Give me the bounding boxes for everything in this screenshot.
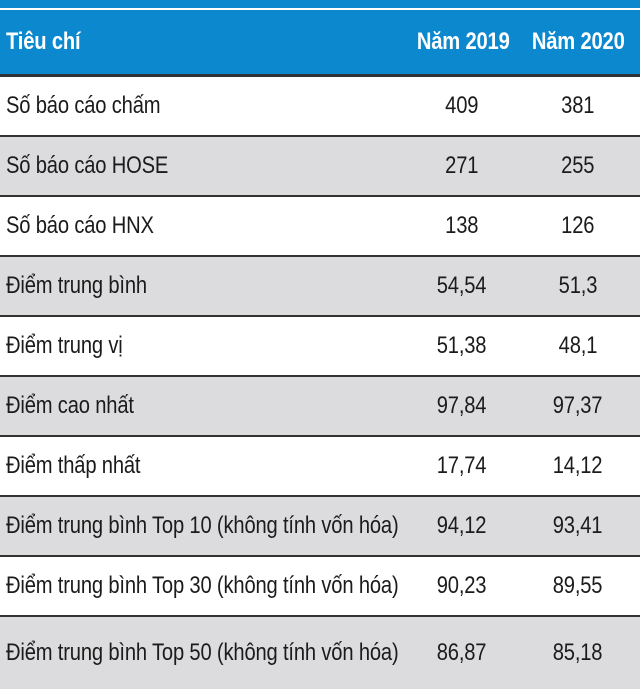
header-cell-year-2019 — [408, 28, 516, 56]
row-cell-year-2019 — [408, 639, 516, 667]
row-cell-year-2020 — [516, 92, 640, 120]
row-cell-year-2019 — [408, 92, 516, 120]
row-value-2020: 51,3 — [558, 272, 598, 299]
header-year-2020-label: Năm 2020 — [531, 28, 625, 55]
row-label: Số báo cáo HOSE — [6, 152, 169, 179]
table-header-row — [0, 10, 640, 77]
row-label: Điểm cao nhất — [6, 392, 134, 419]
row-label: Điểm trung bình — [6, 272, 147, 299]
row-value-2020: 255 — [561, 152, 595, 179]
row-value-2019: 94,12 — [437, 512, 487, 539]
row-cell-criteria — [0, 332, 408, 360]
row-value-2020: 85,18 — [553, 639, 603, 666]
table-row — [0, 197, 640, 257]
row-cell-criteria — [0, 639, 408, 667]
table-top-accent-bar — [0, 0, 640, 8]
row-cell-criteria — [0, 272, 408, 300]
row-label: Điểm thấp nhất — [6, 452, 141, 479]
row-value-2019: 51,38 — [437, 332, 487, 359]
table-body — [0, 77, 640, 689]
row-cell-year-2020 — [516, 272, 640, 300]
table-row — [0, 497, 640, 557]
row-label: Điểm trung vị — [6, 332, 123, 359]
row-cell-year-2019 — [408, 152, 516, 180]
header-criteria-label: Tiêu chí — [6, 28, 81, 55]
row-value-2019: 271 — [445, 152, 479, 179]
row-cell-criteria — [0, 152, 408, 180]
row-value-2019: 97,84 — [437, 392, 487, 419]
row-cell-year-2020 — [516, 452, 640, 480]
row-label: Số báo cáo HNX — [6, 212, 154, 239]
table-row — [0, 617, 640, 689]
row-cell-criteria — [0, 452, 408, 480]
row-cell-year-2020 — [516, 332, 640, 360]
row-value-2019: 90,23 — [437, 572, 487, 599]
row-cell-year-2019 — [408, 572, 516, 600]
row-cell-year-2020 — [516, 512, 640, 540]
header-cell-year-2020 — [516, 28, 640, 56]
header-year-2019-label: Năm 2019 — [416, 28, 510, 55]
row-value-2019: 409 — [445, 92, 479, 119]
row-cell-criteria — [0, 392, 408, 420]
row-value-2020: 93,41 — [553, 512, 603, 539]
row-value-2020: 126 — [561, 212, 595, 239]
row-cell-year-2019 — [408, 512, 516, 540]
row-value-2020: 89,55 — [553, 572, 603, 599]
table-row — [0, 437, 640, 497]
row-label: Điểm trung bình Top 10 (không tính vốn hóa) — [6, 512, 399, 539]
row-cell-criteria — [0, 92, 408, 120]
row-cell-year-2020 — [516, 639, 640, 667]
row-cell-year-2019 — [408, 332, 516, 360]
row-value-2020: 381 — [561, 92, 595, 119]
row-cell-criteria — [0, 512, 408, 540]
table-row — [0, 557, 640, 617]
row-cell-year-2020 — [516, 212, 640, 240]
row-cell-year-2019 — [408, 272, 516, 300]
row-value-2020: 48,1 — [558, 332, 598, 359]
row-cell-criteria — [0, 212, 408, 240]
table-row — [0, 77, 640, 137]
row-cell-year-2019 — [408, 392, 516, 420]
row-cell-year-2019 — [408, 452, 516, 480]
row-cell-year-2019 — [408, 212, 516, 240]
row-value-2019: 86,87 — [437, 639, 487, 666]
header-cell-criteria — [0, 28, 408, 56]
table-row — [0, 257, 640, 317]
row-cell-criteria — [0, 572, 408, 600]
row-value-2020: 14,12 — [553, 452, 603, 479]
row-label: Điểm trung bình Top 30 (không tính vốn hóa) — [6, 572, 399, 599]
row-label: Điểm trung bình Top 50 (không tính vốn hóa) — [6, 639, 399, 666]
table-row — [0, 317, 640, 377]
row-label: Số báo cáo chấm — [6, 92, 161, 119]
table-row — [0, 137, 640, 197]
row-cell-year-2020 — [516, 392, 640, 420]
row-cell-year-2020 — [516, 152, 640, 180]
row-value-2019: 54,54 — [437, 272, 487, 299]
row-value-2019: 138 — [445, 212, 479, 239]
row-cell-year-2020 — [516, 572, 640, 600]
table-row — [0, 377, 640, 437]
row-value-2020: 97,37 — [553, 392, 603, 419]
row-value-2019: 17,74 — [437, 452, 487, 479]
